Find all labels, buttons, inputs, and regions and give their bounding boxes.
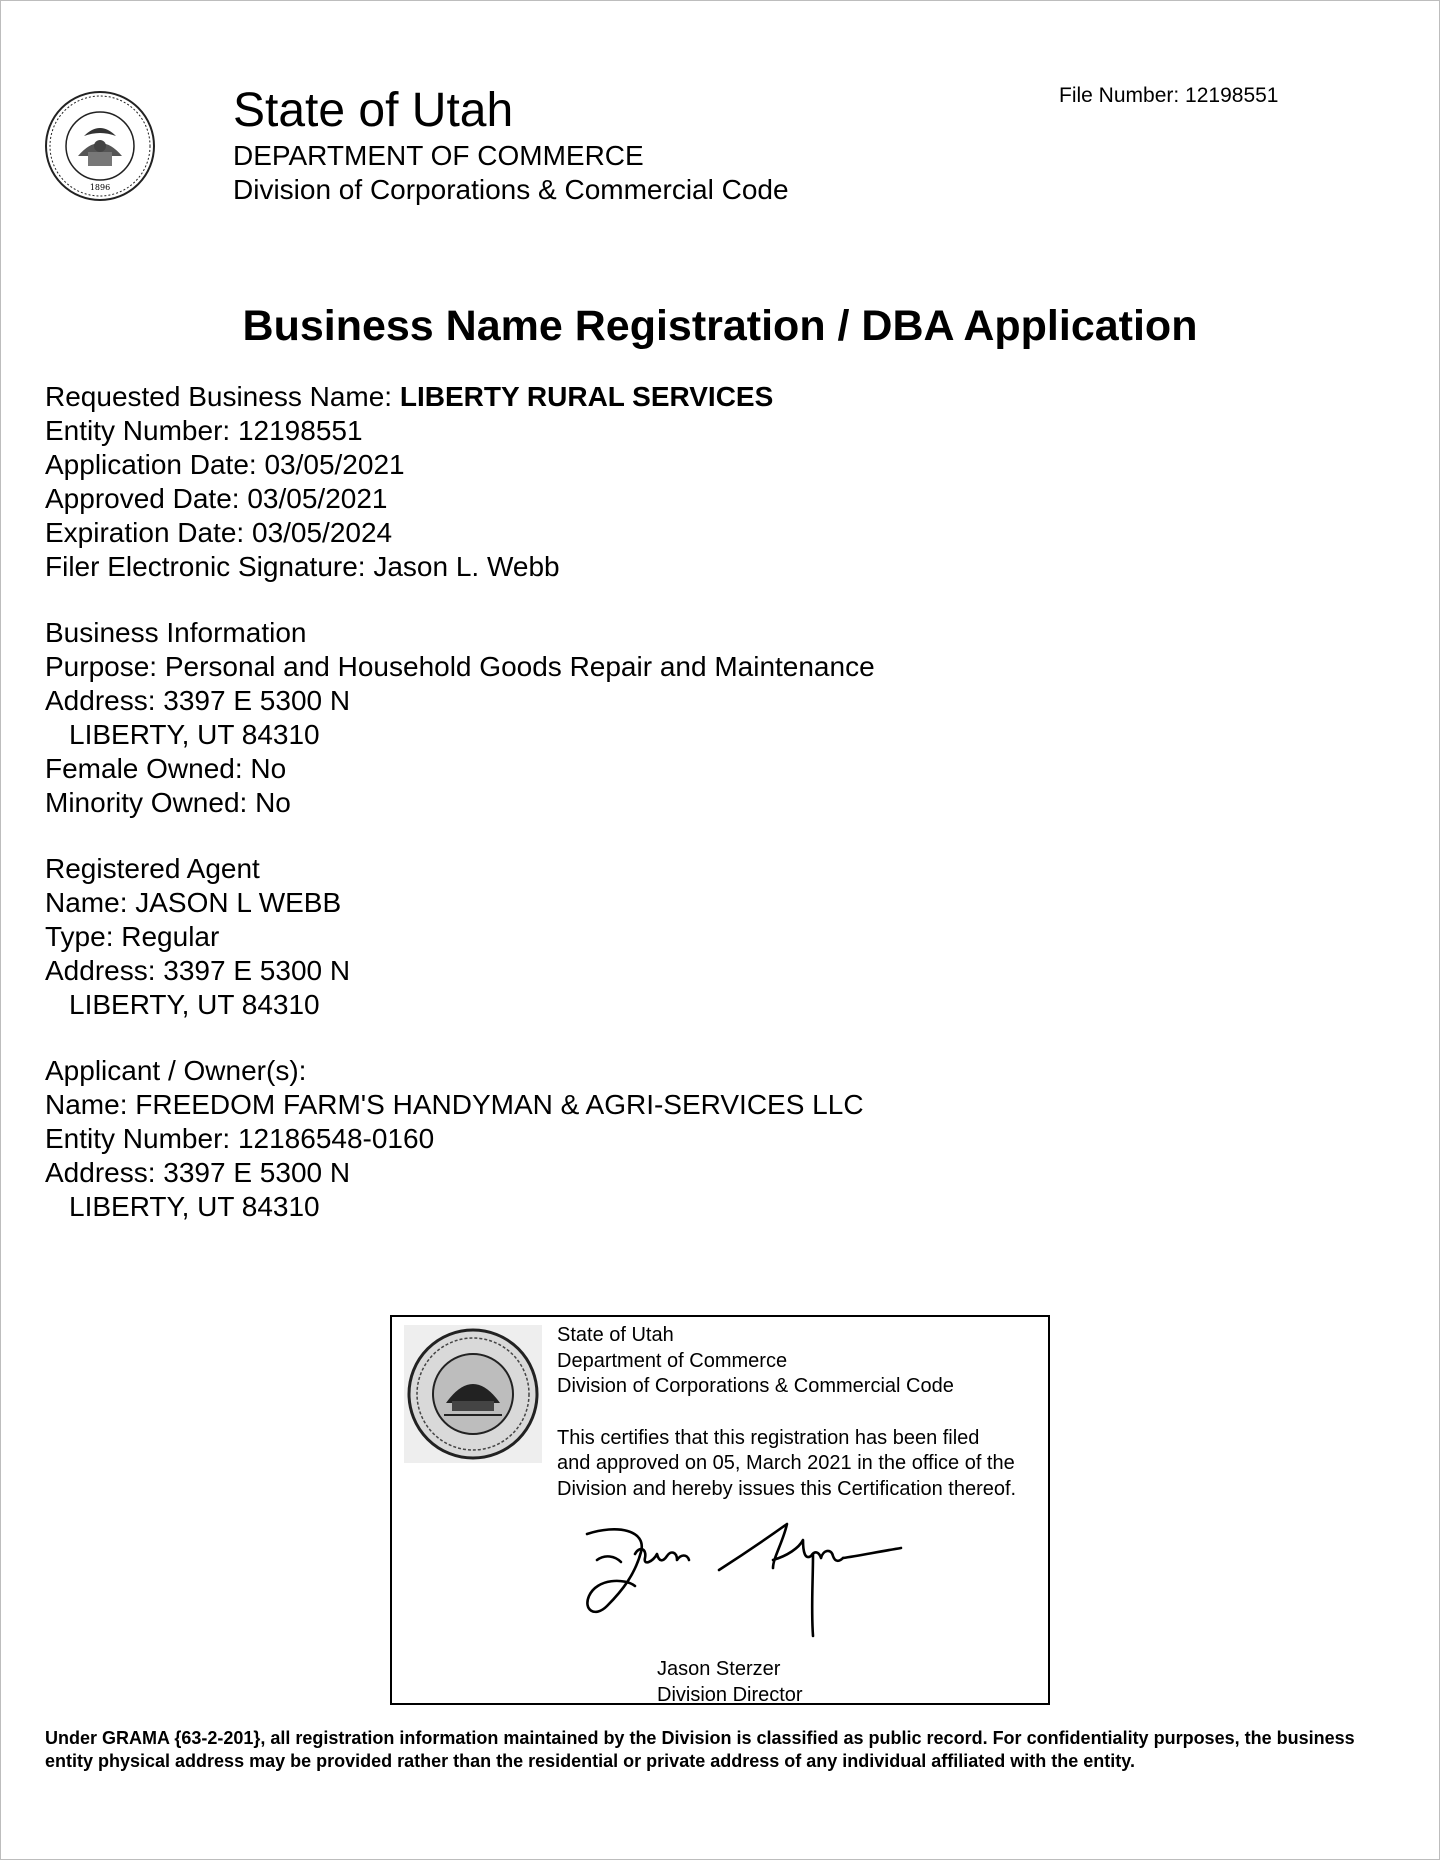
cert-division: Division of Corporations & Commercial Code xyxy=(557,1375,954,1397)
cert-statement-line2: and approved on 05, March 2021 in the office of the xyxy=(557,1452,1015,1474)
signer-block xyxy=(657,1657,803,1708)
registration-details xyxy=(45,380,875,1224)
grama-notice: Under GRAMA {63-2-201}, all registration information maintained by the Division is classified as public record. For confidentiality purposes, the business entity physical address may be provided rather than the residential or private address of any individual affiliated with the entity. xyxy=(45,1728,1355,1771)
state-name: State of Utah xyxy=(233,84,514,137)
application-date: Application Date: 03/05/2021 xyxy=(45,449,405,480)
agent-address-line1: Address: 3397 E 5300 N xyxy=(45,955,351,986)
agent-address-line2: LIBERTY, UT 84310 xyxy=(69,989,320,1020)
minority-owned: Minority Owned: No xyxy=(45,787,291,818)
department-name: DEPARTMENT OF COMMERCE xyxy=(233,140,644,171)
applicant-address-line1: Address: 3397 E 5300 N xyxy=(45,1157,351,1188)
certification-text xyxy=(557,1323,1016,1502)
agent-name: Name: JASON L WEBB xyxy=(45,887,342,918)
applicant-name: Name: FREEDOM FARM'S HANDYMAN & AGRI-SERVICES LLC xyxy=(45,1089,864,1120)
business-address-line1: Address: 3397 E 5300 N xyxy=(45,685,351,716)
cert-department: Department of Commerce xyxy=(557,1349,788,1372)
business-name-value: LIBERTY RURAL SERVICES xyxy=(399,381,774,412)
registered-agent-heading: Registered Agent xyxy=(45,853,260,884)
business-name-line xyxy=(45,380,875,414)
seal-year: 1896 xyxy=(89,183,111,192)
business-name-label: Requested Business Name: xyxy=(45,381,393,412)
applicant-address-line2: LIBERTY, UT 84310 xyxy=(69,1191,320,1222)
header xyxy=(233,83,789,207)
file-number xyxy=(1059,84,1278,108)
cert-statement xyxy=(557,1426,1016,1503)
state-seal-icon xyxy=(44,90,156,202)
division-name: Division of Corporations & Commercial Code xyxy=(233,174,789,205)
business-info-heading: Business Information xyxy=(45,617,307,648)
expiration-date: Expiration Date: 03/05/2024 xyxy=(45,517,393,548)
applicant-entity-number: Entity Number: 12186548-0160 xyxy=(45,1123,435,1154)
file-number-value: 12198551 xyxy=(1185,84,1279,107)
director-signature xyxy=(577,1512,907,1642)
agent-type: Type: Regular xyxy=(45,921,220,952)
applicant-heading: Applicant / Owner(s): xyxy=(45,1055,307,1086)
business-address-line2: LIBERTY, UT 84310 xyxy=(69,719,320,750)
filer-signature: Filer Electronic Signature: Jason L. Webb xyxy=(45,551,560,582)
cert-state: State of Utah xyxy=(557,1324,674,1346)
signer-title: Division Director xyxy=(657,1683,803,1706)
business-purpose: Purpose: Personal and Household Goods Repair and Maintenance xyxy=(45,651,875,682)
certification-box xyxy=(390,1315,1050,1705)
cert-statement-line1: This certifies that this registration has been filed xyxy=(557,1426,980,1449)
female-owned: Female Owned: No xyxy=(45,753,287,784)
signer-name: Jason Sterzer xyxy=(657,1658,781,1680)
document-title: Business Name Registration / DBA Application xyxy=(242,302,1198,350)
division-seal-icon xyxy=(404,1325,542,1463)
file-number-label: File Number: xyxy=(1059,84,1180,107)
cert-statement-line3: Division and hereby issues this Certification thereof. xyxy=(557,1477,1017,1500)
entity-number: Entity Number: 12198551 xyxy=(45,415,363,446)
approved-date: Approved Date: 03/05/2021 xyxy=(45,483,388,514)
